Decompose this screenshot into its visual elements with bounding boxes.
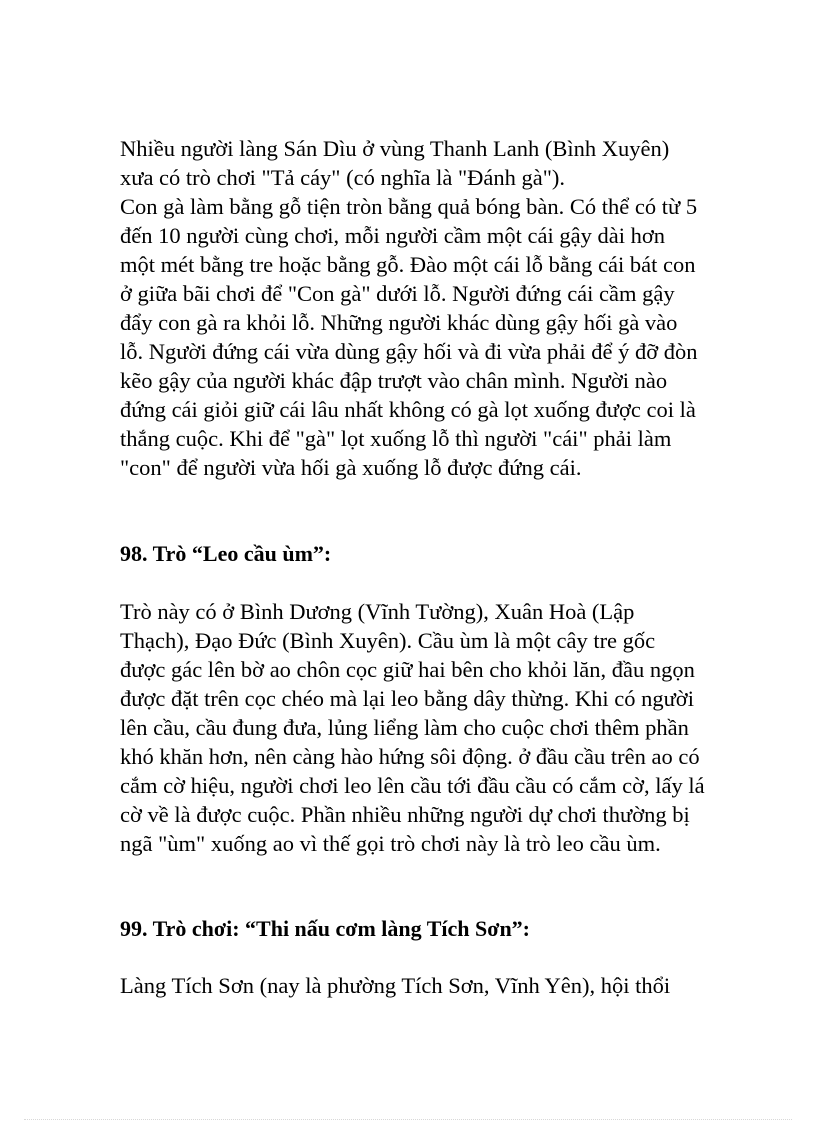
text-line: một mét bằng tre hoặc bằng gỗ. Đào một cái lỗ bằng cái bát con — [120, 252, 696, 277]
spacer — [120, 943, 760, 971]
page-bottom-rule — [24, 1119, 792, 1120]
text-line: được đặt trên cọc chéo mà lại leo bằng dây thừng. Khi có người — [120, 686, 694, 711]
text-line: cắm cờ hiệu, người chơi leo lên cầu tới đầu cầu có cắm cờ, lấy lá — [120, 773, 705, 798]
spacer — [120, 858, 760, 914]
intro-paragraph — [120, 134, 760, 482]
text-line: Nhiều người làng Sán Dìu ở vùng Thanh Lanh (Bình Xuyên) — [120, 136, 670, 161]
text-line: lỗ. Người đứng cái vừa dùng gậy hối và đi vừa phải để ý đỡ đòn — [120, 339, 698, 364]
text-line: ở giữa bãi chơi để "Con gà" dưới lỗ. Người đứng cái cầm gậy — [120, 281, 675, 306]
text-line: khó khăn hơn, nên càng hào hứng sôi động. ở đầu cầu trên ao có — [120, 744, 700, 769]
text-line: xưa có trò chơi "Tả cáy" (có nghĩa là "Đánh gà"). — [120, 165, 566, 190]
document-page — [120, 134, 760, 1000]
text-line: kẽo gậy của người khác đập trượt vào chân mình. Người nào — [120, 368, 668, 393]
text-line: đứng cái giỏi giữ cái lâu nhất không có gà lọt xuống được coi là — [120, 397, 696, 422]
text-line: đến 10 người cùng chơi, mỗi người cầm một cái gậy dài hơn — [120, 223, 665, 248]
text-line: được gác lên bờ ao chôn cọc giữ hai bên cho khỏi lăn, đầu ngọn — [120, 657, 695, 682]
text-line: lên cầu, cầu đung đưa, lủng liểng làm cho cuộc chơi thêm phần — [120, 715, 689, 740]
section-98-paragraph — [120, 597, 760, 858]
text-line: cờ về là được cuộc. Phần nhiều những người dự chơi thường bị — [120, 802, 690, 827]
spacer — [120, 482, 760, 539]
text-line: đẩy con gà ra khỏi lỗ. Những người khác dùng gậy hối gà vào — [120, 310, 678, 335]
text-line: "con" để người vừa hối gà xuống lỗ được đứng cái. — [120, 455, 582, 480]
text-line: Làng Tích Sơn (nay là phường Tích Sơn, Vĩnh Yên), hội thổi — [120, 973, 671, 998]
spacer — [120, 568, 760, 597]
text-line: Con gà làm bằng gỗ tiện tròn bằng quả bóng bàn. Có thể có từ 5 — [120, 194, 698, 219]
text-line: Trò này có ở Bình Dương (Vĩnh Tường), Xuân Hoà (Lập — [120, 599, 635, 624]
text-line: ngã "ùm" xuống ao vì thế gọi trò chơi này là trò leo cầu ùm. — [120, 831, 661, 856]
section-99-paragraph — [120, 971, 760, 1000]
section-heading-99: 99. Trò chơi: “Thi nấu cơm làng Tích Sơn”: — [120, 916, 531, 941]
text-line: thắng cuộc. Khi để "gà" lọt xuống lỗ thì người "cái" phải làm — [120, 426, 672, 451]
text-line: Thạch), Đạo Đức (Bình Xuyên). Cầu ùm là một cây tre gốc — [120, 628, 656, 653]
section-heading-98: 98. Trò “Leo cầu ùm”: — [120, 541, 332, 566]
